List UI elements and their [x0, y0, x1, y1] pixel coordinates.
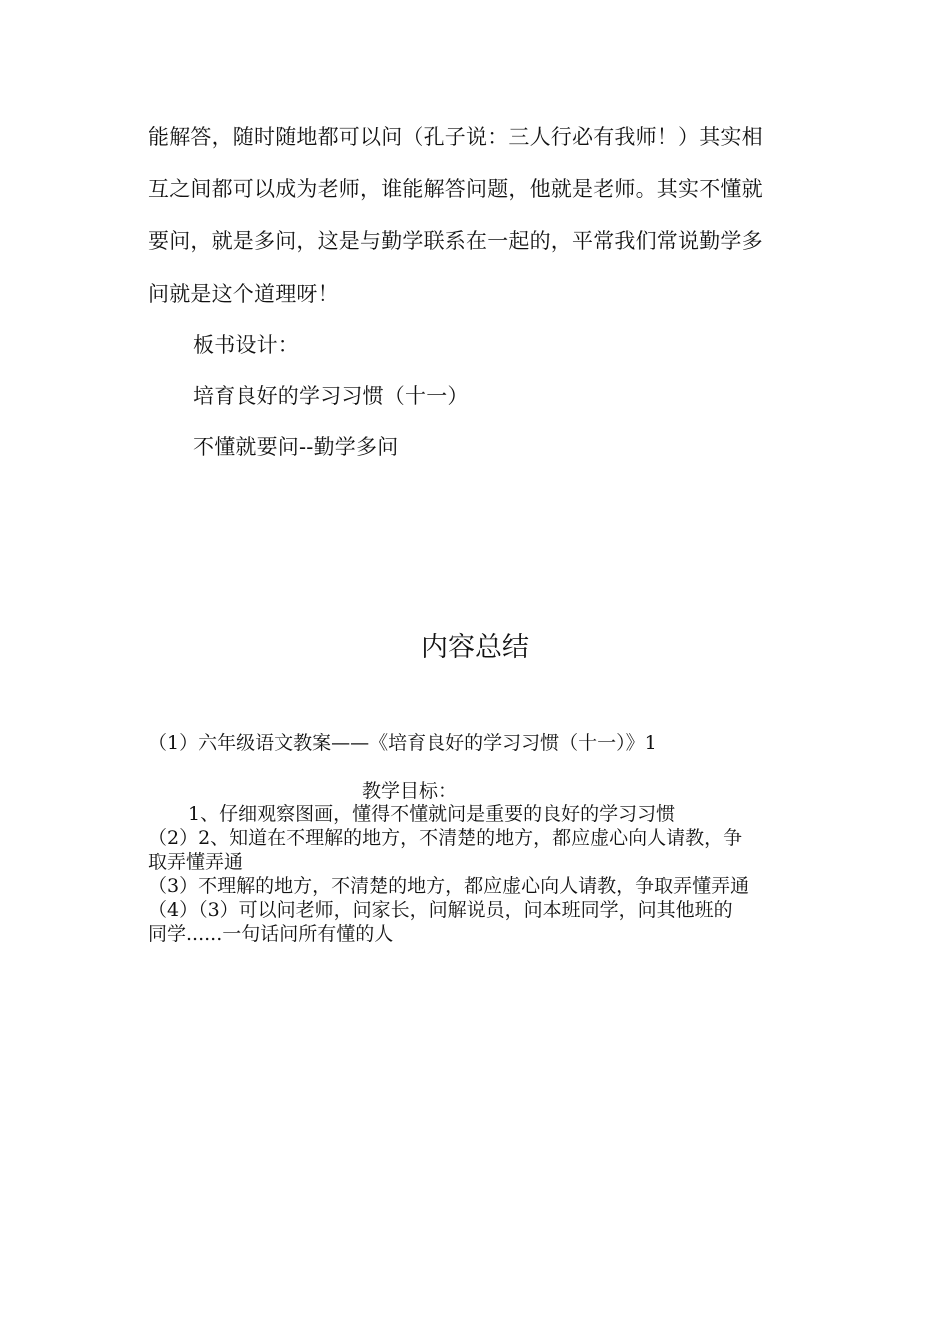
summary-item-4a: （4）（3）可以问老师，问家长，问解说员，问本班同学，问其他班的 — [148, 899, 733, 921]
body-line-1: 能解答，随时随地都可以问（孔子说：三人行必有我师！）其实相 — [148, 125, 763, 149]
summary-item-1: （1）六年级语文教案——《培育良好的学习习惯（十一）》1 — [148, 732, 657, 754]
body-line-4: 问就是这个道理呀！ — [148, 282, 339, 306]
board-design-line: 不懂就要问--勤学多问 — [193, 435, 399, 459]
body-line-3: 要问，就是多问，这是与勤学联系在一起的，平常我们常说勤学多 — [148, 229, 763, 253]
board-design-title: 培育良好的学习习惯（十一） — [193, 384, 469, 408]
summary-title: 内容总结 — [421, 632, 529, 663]
board-design-label: 板书设计： — [193, 333, 299, 357]
summary-item-4b: 同学......一句话问所有懂的人 — [148, 923, 394, 945]
summary-item-2b: 取弄懂弄通 — [148, 851, 244, 873]
summary-item-3: （3）不理解的地方，不清楚的地方，都应虚心向人请教，争取弄懂弄通 — [148, 875, 750, 897]
summary-item-2a: （2）2、知道在不理解的地方，不清楚的地方，都应虚心向人请教，争 — [148, 827, 743, 849]
teaching-goal-1: 1、仔细观察图画，懂得不懂就问是重要的良好的学习习惯 — [188, 803, 676, 825]
teaching-goal-label: 教学目标： — [362, 780, 458, 802]
body-line-2: 互之间都可以成为老师，谁能解答问题，他就是老师。其实不懂就 — [148, 177, 763, 201]
